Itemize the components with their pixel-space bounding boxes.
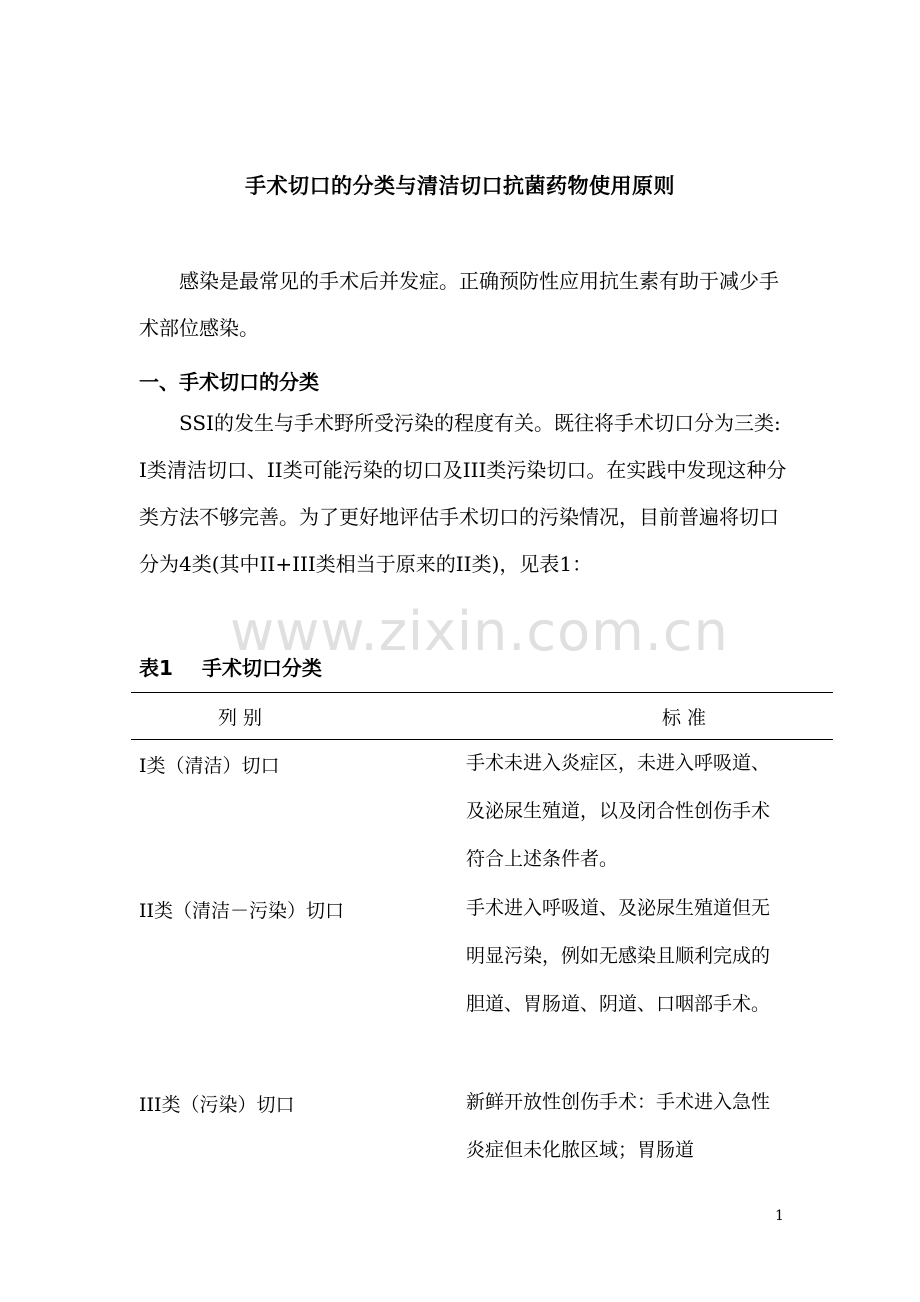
- section-heading-classification: 一、手术切口的分类: [139, 370, 319, 394]
- page-number: 1: [775, 1208, 784, 1224]
- document-title: 手术切口的分类与清洁切口抗菌药物使用原则: [245, 174, 675, 198]
- watermark: www.zixin.com.cn: [230, 600, 729, 663]
- table-row-label: I类（清洁）切口: [139, 755, 280, 777]
- table-row-desc: 手术进入呼吸道、及泌尿生殖道但无明显污染，例如无感染且顺利完成的胆道、胃肠道、阴道、口咽部手术。: [466, 897, 771, 1015]
- table-header-category: 列 别: [218, 707, 263, 729]
- table-row-label: III类（污染）切口: [139, 1094, 295, 1116]
- table-header-criteria: 标 准: [662, 707, 707, 729]
- table-top-rule: [131, 692, 833, 693]
- table-caption-title: 手术切口分类: [201, 656, 322, 680]
- table-caption-number: 表1: [139, 656, 173, 680]
- table-row-desc: 手术未进入炎症区，未进入呼吸道、及泌尿生殖道，以及闭合性创伤手术符合上述条件者。: [466, 752, 771, 870]
- intro-paragraph: 感染是最常见的手术后并发症。正确预防性应用抗生素有助于减少手术部位感染。: [139, 269, 779, 340]
- classification-paragraph: SSI的发生与手术野所受污染的程度有关。既往将手术切口分为三类: I类清洁切口、II类可能污染的切口及III类污染切口。在实践中发现这种分类方法不够完善。为了更好地评估手术切口的污染情况，目前普遍将切口分为4类(其中II+III类相当于原来的II类)，见表1：: [139, 411, 787, 576]
- table-row-label: II类（清洁－污染）切口: [139, 900, 345, 922]
- table-row-desc: 新鲜开放性创伤手术：手术进入急性炎症但未化脓区域；胃肠道: [466, 1091, 771, 1161]
